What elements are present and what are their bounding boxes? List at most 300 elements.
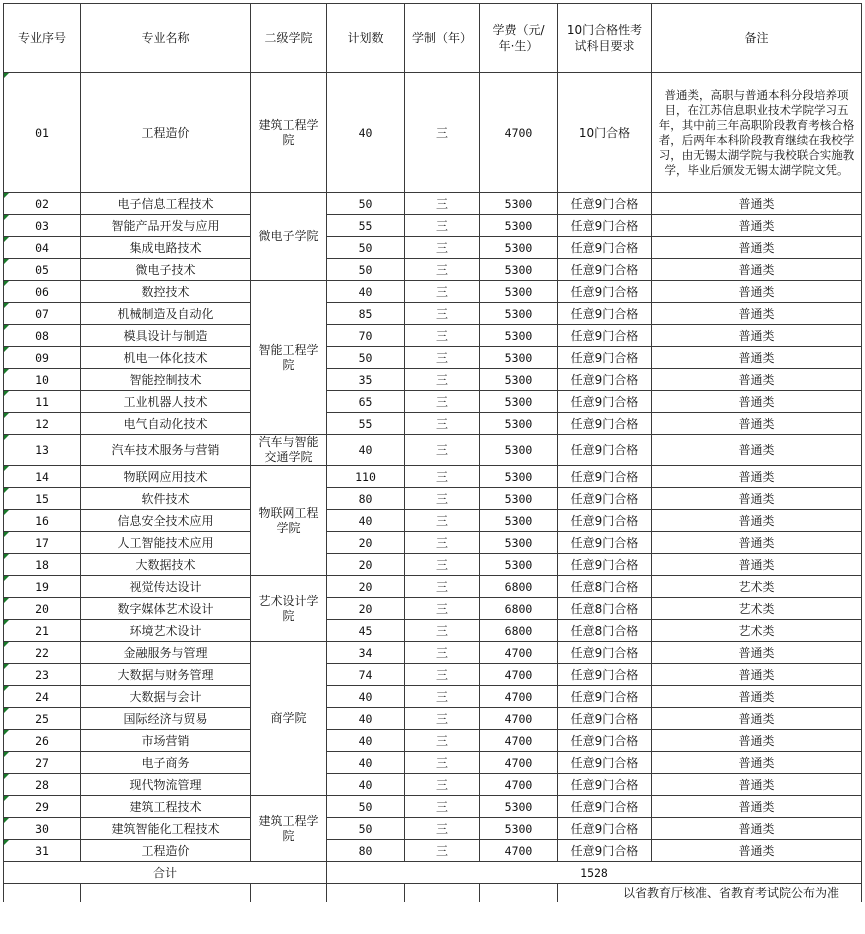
row-seq: 18 [4,554,81,576]
row-fee: 5300 [480,347,558,369]
row-years: 三 [405,554,480,576]
row-exam: 任意9门合格 [558,347,652,369]
row-remark: 艺术类 [652,598,862,620]
row-exam: 10门合格 [558,73,652,193]
row-seq: 13 [4,435,81,466]
row-plan: 40 [327,730,405,752]
row-plan: 35 [327,369,405,391]
header-exam: 10门合格性考试科目要求 [558,4,652,73]
row-exam: 任意9门合格 [558,303,652,325]
row-seq: 06 [4,281,81,303]
table-row [4,215,862,237]
row-years: 三 [405,664,480,686]
total-label: 合计 [4,862,327,884]
header-row [4,4,862,73]
row-seq: 27 [4,752,81,774]
table-row [4,369,862,391]
row-seq: 19 [4,576,81,598]
table-row [4,510,862,532]
row-seq: 17 [4,532,81,554]
table-row [4,686,862,708]
blank-cell [251,884,327,903]
row-remark: 普通类 [652,664,862,686]
row-name: 建筑智能化工程技术 [81,818,251,840]
table-row [4,554,862,576]
row-remark: 普通类 [652,510,862,532]
table-row [4,796,862,818]
cell-marker-icon [4,840,9,845]
cell-marker-icon [4,466,9,471]
row-years: 三 [405,347,480,369]
row-plan: 34 [327,642,405,664]
row-years: 三 [405,303,480,325]
row-fee: 4700 [480,774,558,796]
row-plan: 40 [327,435,405,466]
cell-marker-icon [4,347,9,352]
row-years: 三 [405,818,480,840]
row-remark: 普通类，高职与普通本科分段培养项目，在江苏信息职业技术学院学习五年，其中前三年高职阶段教育考核合格者，后两年本科阶段教育继续在我校学习，由无锡太湖学院与我校联合实施教学，毕业后颁发无锡太湖学院文凭。 [652,73,862,193]
table-row [4,73,862,193]
row-remark: 普通类 [652,796,862,818]
row-name: 电气自动化技术 [81,413,251,435]
row-plan: 50 [327,237,405,259]
row-plan: 40 [327,281,405,303]
row-remark: 普通类 [652,686,862,708]
table-row [4,532,862,554]
row-fee: 5300 [480,369,558,391]
row-exam: 任意9门合格 [558,554,652,576]
row-fee: 4700 [480,686,558,708]
row-seq: 05 [4,259,81,281]
row-seq: 25 [4,708,81,730]
row-name: 市场营销 [81,730,251,752]
row-seq: 29 [4,796,81,818]
row-exam: 任意9门合格 [558,664,652,686]
row-years: 三 [405,598,480,620]
row-remark: 普通类 [652,752,862,774]
row-exam: 任意9门合格 [558,325,652,347]
table-row [4,413,862,435]
row-remark: 普通类 [652,532,862,554]
row-plan: 20 [327,576,405,598]
row-years: 三 [405,488,480,510]
table-row [4,774,862,796]
row-plan: 74 [327,664,405,686]
row-exam: 任意9门合格 [558,281,652,303]
row-exam: 任意9门合格 [558,215,652,237]
row-exam: 任意9门合格 [558,466,652,488]
row-name: 数字媒体艺术设计 [81,598,251,620]
row-college: 商学院 [251,642,327,796]
row-college: 艺术设计学院 [251,576,327,642]
row-years: 三 [405,752,480,774]
row-fee: 5300 [480,259,558,281]
total-row [4,862,862,884]
row-seq: 22 [4,642,81,664]
row-name: 数控技术 [81,281,251,303]
row-fee: 5300 [480,532,558,554]
cell-marker-icon [4,73,9,78]
row-seq: 14 [4,466,81,488]
row-exam: 任意9门合格 [558,686,652,708]
cell-marker-icon [4,796,9,801]
row-plan: 20 [327,598,405,620]
row-exam: 任意8门合格 [558,598,652,620]
row-seq: 11 [4,391,81,413]
table-row [4,325,862,347]
row-remark: 普通类 [652,369,862,391]
row-name: 机械制造及自动化 [81,303,251,325]
table-row [4,281,862,303]
row-plan: 50 [327,259,405,281]
row-exam: 任意9门合格 [558,730,652,752]
table-row [4,576,862,598]
cell-marker-icon [4,576,9,581]
table-row [4,598,862,620]
cell-marker-icon [4,818,9,823]
row-remark: 普通类 [652,413,862,435]
row-exam: 任意9门合格 [558,840,652,862]
row-seq: 09 [4,347,81,369]
row-name: 电子信息工程技术 [81,193,251,215]
row-remark: 普通类 [652,488,862,510]
row-exam: 任意9门合格 [558,642,652,664]
row-years: 三 [405,237,480,259]
row-exam: 任意9门合格 [558,796,652,818]
row-exam: 任意9门合格 [558,193,652,215]
row-years: 三 [405,642,480,664]
row-years: 三 [405,620,480,642]
cell-marker-icon [4,237,9,242]
row-exam: 任意9门合格 [558,259,652,281]
table-row [4,259,862,281]
row-seq: 10 [4,369,81,391]
row-plan: 110 [327,466,405,488]
row-plan: 45 [327,620,405,642]
row-plan: 40 [327,510,405,532]
row-plan: 50 [327,818,405,840]
row-years: 三 [405,325,480,347]
blank-cell [81,884,251,903]
cell-marker-icon [4,193,9,198]
header-years: 学制（年） [405,4,480,73]
row-fee: 6800 [480,598,558,620]
row-name: 信息安全技术应用 [81,510,251,532]
row-years: 三 [405,708,480,730]
row-seq: 26 [4,730,81,752]
row-seq: 02 [4,193,81,215]
row-fee: 5300 [480,281,558,303]
cell-marker-icon [4,554,9,559]
table-row [4,840,862,862]
row-fee: 5300 [480,303,558,325]
total-value: 1528 [327,862,862,884]
cell-marker-icon [4,752,9,757]
row-remark: 普通类 [652,554,862,576]
row-fee: 5300 [480,193,558,215]
row-years: 三 [405,193,480,215]
row-name: 环境艺术设计 [81,620,251,642]
cell-marker-icon [4,303,9,308]
row-exam: 任意9门合格 [558,391,652,413]
cell-marker-icon [4,642,9,647]
row-years: 三 [405,435,480,466]
row-remark: 艺术类 [652,576,862,598]
row-seq: 03 [4,215,81,237]
row-fee: 4700 [480,73,558,193]
header-remark: 备注 [652,4,862,73]
cell-marker-icon [4,598,9,603]
cell-marker-icon [4,325,9,330]
row-name: 现代物流管理 [81,774,251,796]
row-fee: 5300 [480,488,558,510]
row-name: 国际经济与贸易 [81,708,251,730]
row-college: 汽车与智能交通学院 [251,435,327,466]
row-remark: 普通类 [652,347,862,369]
row-remark: 普通类 [652,237,862,259]
cell-marker-icon [4,391,9,396]
cell-marker-icon [4,435,9,440]
row-years: 三 [405,796,480,818]
row-remark: 普通类 [652,840,862,862]
cell-marker-icon [4,664,9,669]
row-fee: 6800 [480,620,558,642]
blank-cell [480,884,558,903]
row-years: 三 [405,281,480,303]
row-remark: 艺术类 [652,620,862,642]
row-seq: 21 [4,620,81,642]
cell-marker-icon [4,369,9,374]
table-row [4,620,862,642]
row-years: 三 [405,215,480,237]
row-plan: 55 [327,413,405,435]
row-years: 三 [405,774,480,796]
blank-cell [405,884,480,903]
row-exam: 任意9门合格 [558,510,652,532]
row-years: 三 [405,466,480,488]
cell-marker-icon [4,774,9,779]
row-years: 三 [405,686,480,708]
row-name: 大数据技术 [81,554,251,576]
row-college: 微电子学院 [251,193,327,281]
row-seq: 04 [4,237,81,259]
row-remark: 普通类 [652,708,862,730]
row-seq: 07 [4,303,81,325]
row-college: 物联网工程学院 [251,466,327,576]
row-exam: 任意9门合格 [558,532,652,554]
table-row [4,435,862,466]
row-plan: 65 [327,391,405,413]
row-name: 物联网应用技术 [81,466,251,488]
row-remark: 普通类 [652,193,862,215]
footnote-row [4,884,862,903]
row-fee: 5300 [480,391,558,413]
cell-marker-icon [4,259,9,264]
row-plan: 80 [327,840,405,862]
table-row [4,664,862,686]
row-fee: 6800 [480,576,558,598]
row-exam: 任意9门合格 [558,369,652,391]
row-remark: 普通类 [652,303,862,325]
row-seq: 28 [4,774,81,796]
cell-marker-icon [4,686,9,691]
row-name: 工程造价 [81,840,251,862]
cell-marker-icon [4,730,9,735]
row-name: 金融服务与管理 [81,642,251,664]
cell-marker-icon [4,510,9,515]
header-name: 专业名称 [81,4,251,73]
row-remark: 普通类 [652,730,862,752]
header-college: 二级学院 [251,4,327,73]
row-years: 三 [405,391,480,413]
table-row [4,488,862,510]
row-seq: 08 [4,325,81,347]
row-plan: 20 [327,532,405,554]
blank-cell [327,884,405,903]
row-years: 三 [405,413,480,435]
header-fee: 学费（元/年·生） [480,4,558,73]
row-plan: 40 [327,774,405,796]
row-fee: 5300 [480,510,558,532]
row-exam: 任意9门合格 [558,818,652,840]
row-name: 模具设计与制造 [81,325,251,347]
row-seq: 20 [4,598,81,620]
table-row [4,730,862,752]
row-exam: 任意9门合格 [558,774,652,796]
table-row [4,193,862,215]
row-name: 微电子技术 [81,259,251,281]
row-college: 智能工程学院 [251,281,327,435]
row-plan: 80 [327,488,405,510]
row-exam: 任意9门合格 [558,435,652,466]
row-years: 三 [405,259,480,281]
row-remark: 普通类 [652,281,862,303]
row-remark: 普通类 [652,391,862,413]
row-remark: 普通类 [652,642,862,664]
enrollment-plan-sheet [3,3,861,934]
row-name: 汽车技术服务与营销 [81,435,251,466]
row-name: 电子商务 [81,752,251,774]
row-name: 建筑工程技术 [81,796,251,818]
row-plan: 70 [327,325,405,347]
row-remark: 普通类 [652,325,862,347]
row-seq: 31 [4,840,81,862]
cell-marker-icon [4,215,9,220]
blank-cell [4,884,81,903]
row-plan: 50 [327,193,405,215]
footnote-text: 以省教育厅核准、省教育考试院公布为准 [558,884,862,903]
row-plan: 40 [327,686,405,708]
row-fee: 5300 [480,818,558,840]
row-fee: 5300 [480,796,558,818]
row-plan: 20 [327,554,405,576]
table-row [4,347,862,369]
row-fee: 5300 [480,215,558,237]
row-plan: 40 [327,73,405,193]
row-fee: 4700 [480,730,558,752]
row-fee: 5300 [480,237,558,259]
table-row [4,818,862,840]
row-plan: 40 [327,708,405,730]
cell-marker-icon [4,488,9,493]
row-name: 软件技术 [81,488,251,510]
row-fee: 5300 [480,325,558,347]
row-name: 大数据与会计 [81,686,251,708]
row-name: 视觉传达设计 [81,576,251,598]
row-exam: 任意8门合格 [558,576,652,598]
cell-marker-icon [4,532,9,537]
row-remark: 普通类 [652,215,862,237]
row-exam: 任意9门合格 [558,413,652,435]
row-exam: 任意9门合格 [558,752,652,774]
row-name: 人工智能技术应用 [81,532,251,554]
row-exam: 任意9门合格 [558,237,652,259]
row-college: 建筑工程学院 [251,73,327,193]
row-years: 三 [405,576,480,598]
row-fee: 4700 [480,708,558,730]
row-plan: 55 [327,215,405,237]
row-seq: 01 [4,73,81,193]
row-fee: 5300 [480,435,558,466]
row-plan: 50 [327,796,405,818]
row-remark: 普通类 [652,774,862,796]
row-seq: 23 [4,664,81,686]
row-seq: 30 [4,818,81,840]
row-years: 三 [405,840,480,862]
row-exam: 任意9门合格 [558,708,652,730]
row-name: 机电一体化技术 [81,347,251,369]
row-exam: 任意8门合格 [558,620,652,642]
row-years: 三 [405,73,480,193]
cell-marker-icon [4,413,9,418]
table-row [4,466,862,488]
row-remark: 普通类 [652,259,862,281]
table-row [4,391,862,413]
row-seq: 12 [4,413,81,435]
row-plan: 50 [327,347,405,369]
row-years: 三 [405,369,480,391]
row-fee: 4700 [480,752,558,774]
cell-marker-icon [4,620,9,625]
cell-marker-icon [4,708,9,713]
table-row [4,237,862,259]
row-name: 工业机器人技术 [81,391,251,413]
row-seq: 16 [4,510,81,532]
row-seq: 15 [4,488,81,510]
row-remark: 普通类 [652,466,862,488]
row-college: 建筑工程学院 [251,796,327,862]
table-row [4,642,862,664]
header-seq: 专业序号 [4,4,81,73]
row-fee: 5300 [480,466,558,488]
row-fee: 4700 [480,840,558,862]
row-years: 三 [405,730,480,752]
row-name: 集成电路技术 [81,237,251,259]
row-name: 大数据与财务管理 [81,664,251,686]
row-fee: 4700 [480,642,558,664]
row-years: 三 [405,532,480,554]
row-fee: 5300 [480,413,558,435]
header-plan: 计划数 [327,4,405,73]
cell-marker-icon [4,281,9,286]
enrollment-plan-table [3,3,862,902]
row-fee: 5300 [480,554,558,576]
row-seq: 24 [4,686,81,708]
row-name: 工程造价 [81,73,251,193]
row-fee: 4700 [480,664,558,686]
table-row [4,303,862,325]
table-row [4,708,862,730]
